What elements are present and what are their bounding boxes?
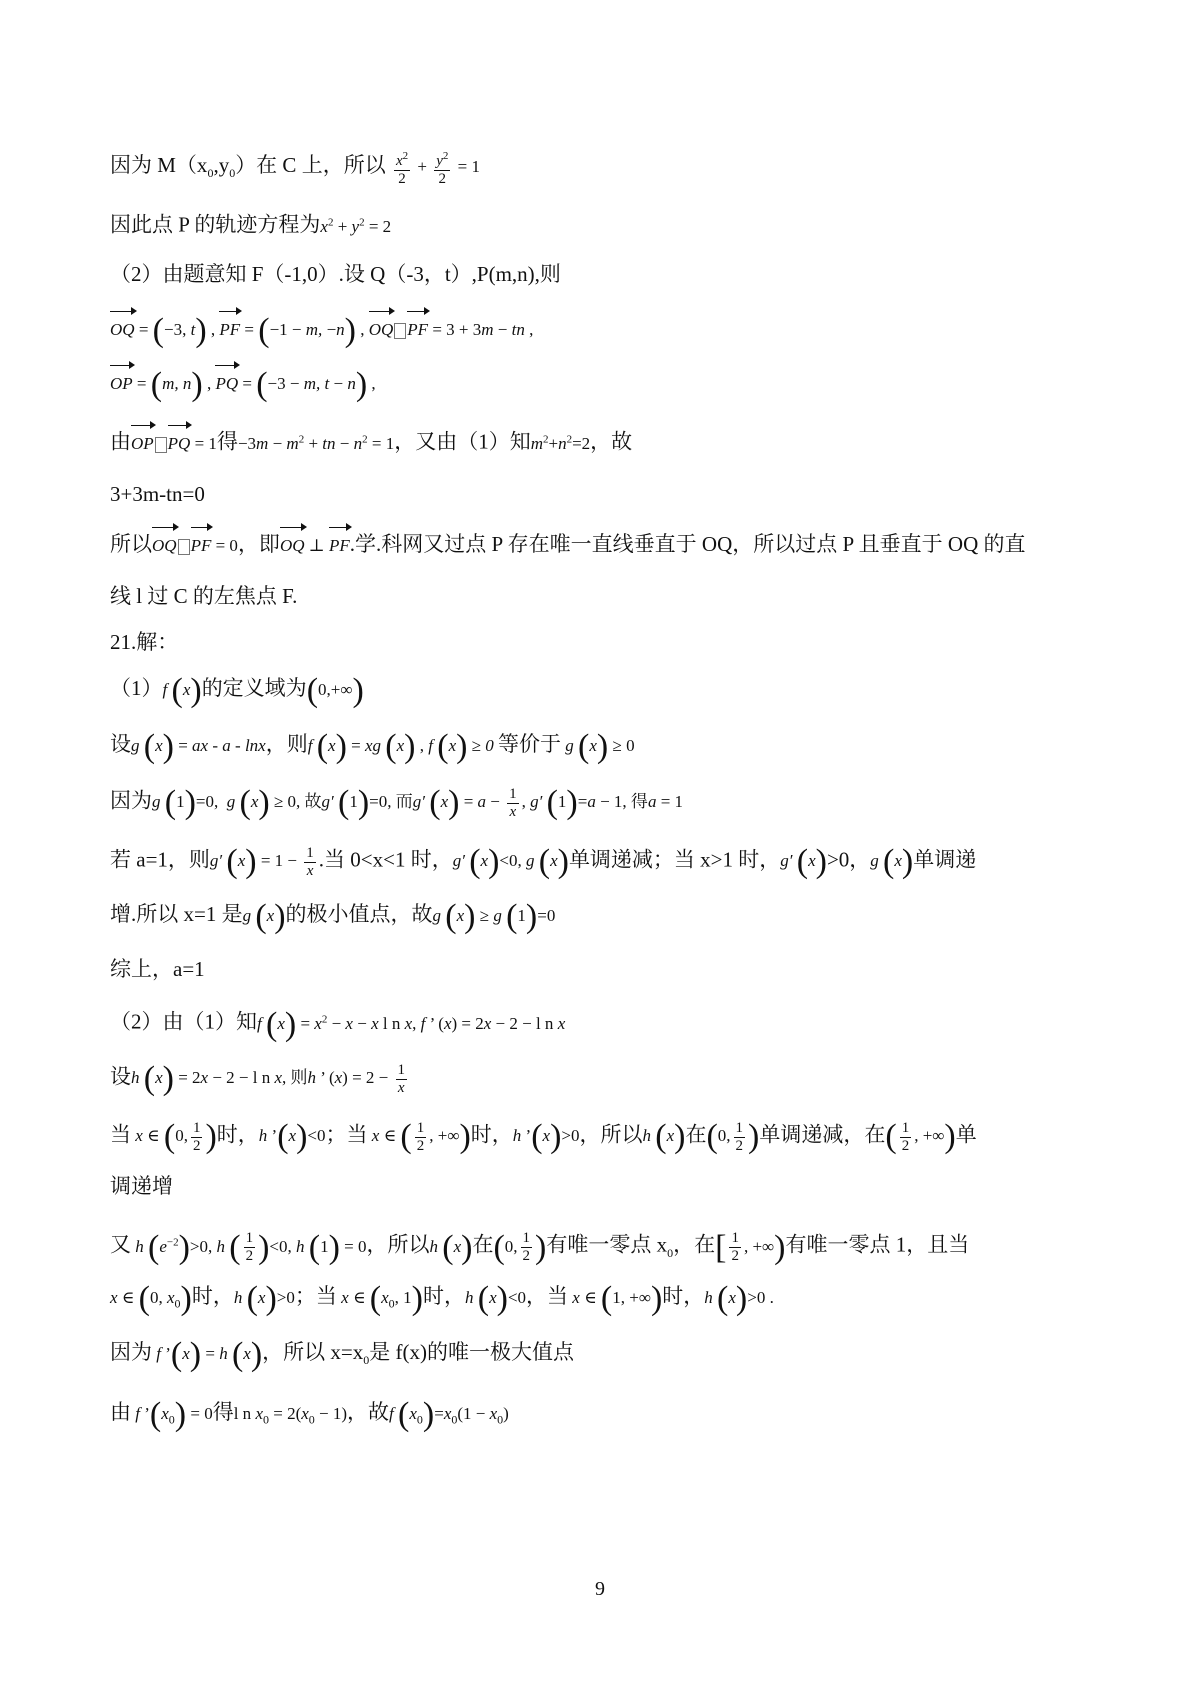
- text: 得: [212, 1400, 234, 1424]
- text-line-3: [110, 260, 1100, 288]
- subscript: 0: [229, 166, 236, 181]
- text: ，在: [673, 1232, 716, 1257]
- text-line-6: 由OP PQ = 1得$-3m - m^2$ + tn − $n^2 = 1$，又由（1）知$m^2+n^2=2$，故: [110, 425, 1100, 458]
- text: ，所以: [579, 1122, 643, 1147]
- text-line-23: 因为 f ’(x) = h (x)，所以 $x=x_0$是 f(x)的唯一极大值点: [110, 1336, 574, 1374]
- math-line-vectors-1: OQ = (−3, t) , PF = (−1 − m, −n) , OQ PF = 3 + 3m − tn ,: [110, 312, 534, 350]
- text-line-16: [110, 955, 1100, 983]
- text-line-14: 若 a=1，则g′ (x) = 1 − $\frac{1}{x}$ .当 0<x<1 时，g′ (x)<0, g (x)单调递减；当 x>1 时，g′ (x)>0，g (x)单调递: [110, 843, 977, 881]
- text-line-18: 设h (x) = 2x − 2 − l n x, 则h ’ (x) = 2 − $\frac{1}{x}$: [110, 1060, 405, 1098]
- text-line-22: x ∈ (0, $x_0$)时，h (x)>0；当 x ∈ ($x_0$, 1)时，h (x)<0，当 x ∈ (1, +∞)时，h (x)>0 .: [110, 1280, 774, 1318]
- text: ，即: [237, 532, 280, 556]
- text: 因为: [110, 1340, 152, 1364]
- text: 单调递减，在: [759, 1122, 886, 1147]
- subscript: 0: [667, 1245, 674, 1260]
- text: ，所以 x=x: [262, 1340, 364, 1364]
- text: 是 f(x)的唯一极大值点: [369, 1340, 574, 1364]
- text: 时，: [216, 1122, 259, 1147]
- text: 所以: [110, 532, 152, 556]
- text: 有唯一零点 1，且当: [785, 1232, 970, 1257]
- text: 单调递减；当 x>1 时，: [568, 847, 781, 872]
- text-line-9: [110, 582, 1100, 610]
- text: 时，: [422, 1284, 465, 1308]
- text: ；当: [294, 1284, 337, 1308]
- text: 单: [955, 1122, 977, 1147]
- text: （2）由（1）知: [110, 1009, 257, 1034]
- text: 单调递: [913, 847, 977, 872]
- text: （1）: [110, 676, 163, 700]
- text: ，则: [265, 732, 308, 756]
- text: 当: [110, 1122, 131, 1147]
- text-line-12: 设g (x) = ax - a - lnx，则f (x) = xg (x) , f (x) ≥ 0 等价于 g (x) ≥ 0: [110, 728, 635, 766]
- text: 等价于: [498, 732, 562, 756]
- text: .当 0<x<1 时，: [318, 847, 453, 872]
- text-line-17: （2）由（1）知f $(x) = x^2 - x - x$ l n x, f ’ (x) = 2x − 2 − l n x: [110, 1005, 566, 1043]
- text: 设: [110, 732, 131, 756]
- text-line-15: 增.所以 x=1 是g (x)的极小值点，故g (x) ≥ g (1)=0: [110, 898, 556, 936]
- subscript: 0: [207, 166, 214, 181]
- text: 由: [110, 1400, 131, 1424]
- text: 在: [472, 1232, 494, 1257]
- text: 有唯一零点 x: [546, 1232, 668, 1257]
- text: ，故: [347, 1400, 390, 1424]
- text: 3+3m-tn=0: [110, 482, 205, 506]
- math-line-vectors-2: OP = (m, n) , PQ = (−3 − m, t − n) ,: [110, 366, 376, 404]
- text-line-11: （1）f (x)的定义域为(0,+∞): [110, 672, 364, 710]
- text: 又: [110, 1232, 131, 1257]
- text: ,y: [213, 152, 230, 177]
- text: ）在 C 上，所以: [235, 152, 386, 177]
- text-line-20: [110, 1172, 1100, 1200]
- text: 的极小值点，故: [285, 902, 433, 926]
- text: （2）由题意知 F（-1,0）.设 Q（-3，t）,P(m,n),则: [110, 262, 561, 286]
- text: 在: [685, 1122, 707, 1147]
- text: 得: [216, 429, 238, 454]
- text-line-21: 又 h $(e^{-2})>0$, h ( $\frac{1}{2}$ )<0, h (1) = 0，所以h (x)在(0, $\frac{1}{2}$ )有唯一零点 $x_0$，在[ $\frac{1}{2}$ , +∞)有唯一零点 1，且当: [110, 1228, 970, 1266]
- page-number: 9: [595, 1578, 605, 1600]
- text: 因为 M（x: [110, 152, 208, 177]
- text-line-13: 因为g (1)=0, g (x) ≥ 0, 故g′ (1)=0, 而g′ (x) = a − $\frac{1}{x}$ , g′ (1)=a − 1, 得a = 1: [110, 784, 684, 822]
- text: .学.科网又过点 P 存在唯一直线垂直于 OQ，所以过点 P 且垂直于 OQ 的直: [349, 532, 1026, 556]
- text: ，故: [590, 429, 633, 454]
- text: ，当: [526, 1284, 569, 1308]
- text: 时，: [470, 1122, 513, 1147]
- text-line-10: [110, 628, 1100, 656]
- text: 由: [110, 429, 131, 454]
- text: 因此点 P 的轨迹方程为: [110, 212, 321, 237]
- text: 21.解：: [110, 630, 179, 654]
- text: 因为: [110, 788, 152, 813]
- text: 设: [110, 1064, 131, 1089]
- text: ；当: [325, 1122, 368, 1147]
- text: 若 a=1，则: [110, 847, 210, 872]
- text: 线 l 过 C 的左焦点 F.: [110, 584, 298, 608]
- text: 增.所以 x=1 是: [110, 902, 243, 926]
- text-line-24: 由 f $’(x_0) = 0$得l n $x_0 = 2(x_0 - 1)$，故f $(x_0)=x_0(1 - x_0)$: [110, 1396, 509, 1434]
- text: ，又由（1）知: [394, 429, 531, 454]
- subscript: 0: [363, 1353, 370, 1368]
- text-line-2: [110, 208, 1100, 241]
- text: 综上，a=1: [110, 957, 205, 981]
- text: 调递增: [110, 1174, 173, 1198]
- math-ellipse-equation: $\frac{x^2}{2}$ + $\frac{y^2}{2}$ = 1: [395, 150, 480, 187]
- text-line-1: [110, 148, 1100, 188]
- text-line-19: 当 x ∈ (0, $\frac{1}{2}$ )时，h ’(x)<0；当 x ∈ ( $\frac{1}{2}$ , +∞)时，h ’(x)>0，所以h (x)在(0, $\frac{1}{2}$ )单调递减，在( $\frac{1}{2}$ , +∞)单: [110, 1118, 977, 1156]
- text: 时，: [662, 1284, 705, 1308]
- text: ，所以: [366, 1232, 430, 1257]
- text: 的定义域为: [201, 676, 307, 700]
- text: 时，: [191, 1284, 234, 1308]
- math-circle-equation: $x^2 + y^2 = 2$: [320, 216, 392, 236]
- text-line-8: 所以OQ PF = 0，即OQ ⊥ PF.学.科网又过点 P 存在唯一直线垂直于 OQ，所以过点 P 且垂直于 OQ 的直: [110, 530, 1100, 560]
- text-line-7: [110, 480, 1100, 508]
